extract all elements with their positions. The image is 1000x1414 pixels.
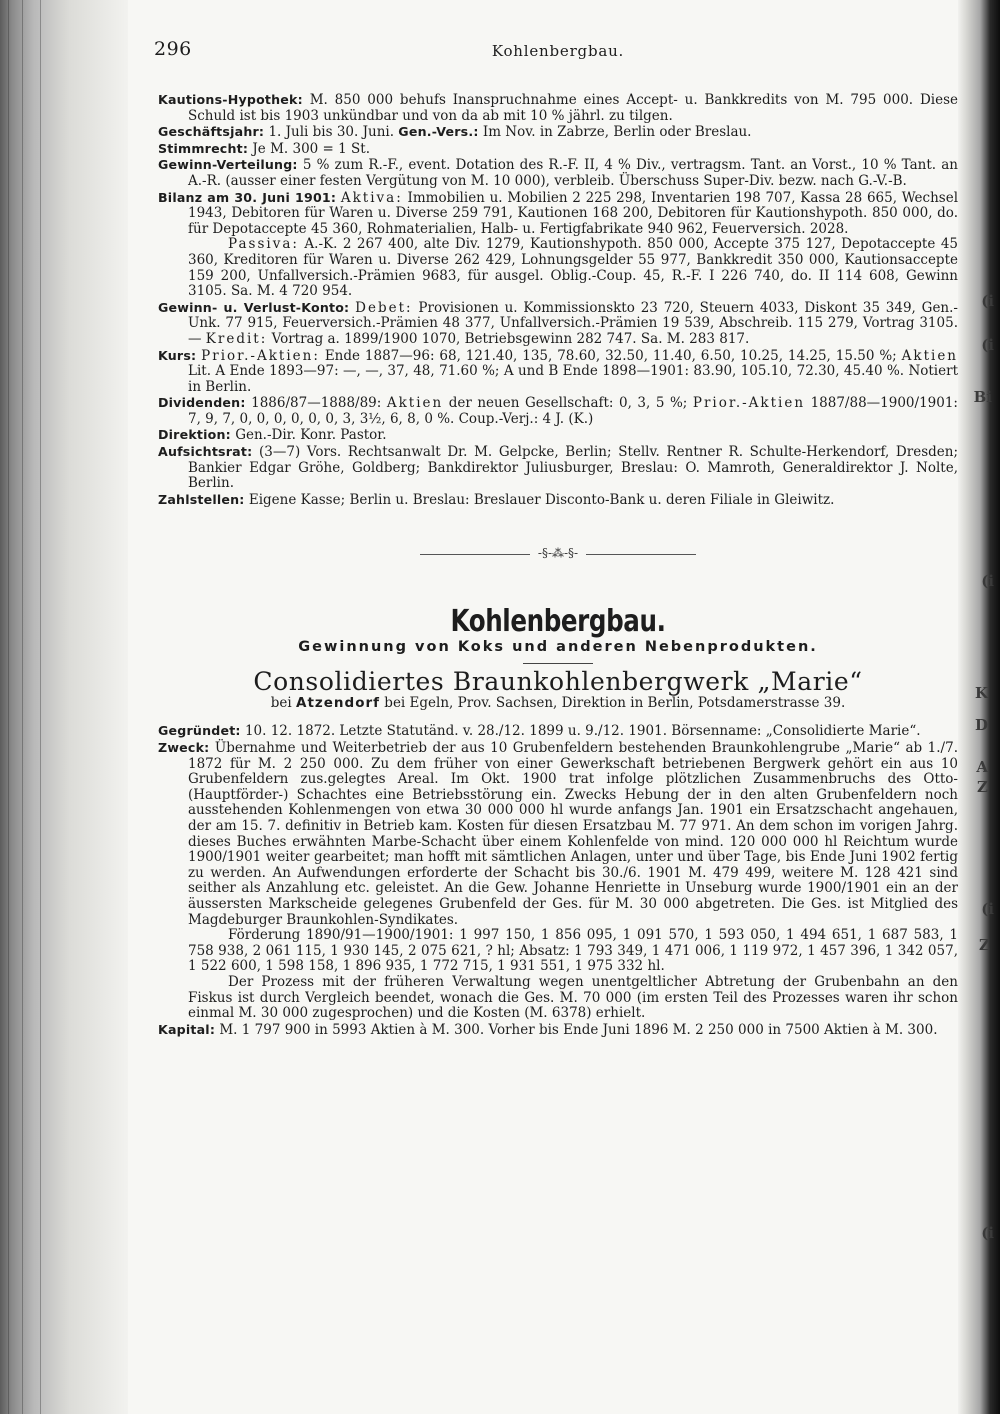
location-prefix: bei <box>270 694 292 711</box>
entry-label: Gen.-Vers.: <box>398 124 479 140</box>
foerderung-paragraph <box>158 928 958 975</box>
aktiva-word: Aktiva: <box>340 189 403 206</box>
section-subtitle: Gewinnung von Koks und anderen Nebenprodukten. <box>298 638 818 655</box>
entry-label: Zweck: <box>158 740 210 755</box>
stimmrecht-entry <box>158 141 958 158</box>
entry-text: 10. 12. 1872. Letzte Statutänd. v. 28./12. 1899 u. 9./12. 1901. Börsenname: „Consolidierte Marie“. <box>244 723 921 740</box>
entry-label: Bilanz am 30. Juni 1901: <box>158 189 337 205</box>
entry-label: Gewinn-Verteilung: <box>158 157 298 173</box>
bleed-letter: D <box>974 716 988 734</box>
entry-text: Übernahme und Weiterbetrieb der aus 10 Grubenfeldern bestehenden Braunkohlengrube „Marie“ ab 1./7. 1872 für M. 2 250 000. Zu dem früher von einer Gewerkschaft betriebenen Bergwerk gehört ein aus 10 Grubenfeldern zus.gelegtes Areal. Im Okt. 1900 trat infolge plötzlichen Zusammenbruchs des Otto- (Hauptförder-) Schachtes eine Betriebsstörung ein. Zwecks Hebung der in den alten Grubenfeldern noch ausstehenden Kohlenmengen von etwa 30 000 000 hl wurde anfangs Jan. 1901 ein Ersatzschacht angehauen, der am 15. 7. definitiv in Betrieb kam. Kosten für diesen Ersatzbau M. 77 971. An dem schon im vorigen Jahrg. dieses Buches erwähnten Marbe-Schacht über einem Kohlenfelde von mind. 120 000 000 hl Reichtum wurde 1900/1901 weiter gearbeitet; man hofft mit sämtlichen Anlagen, unter und über Tage, bis Ende Juni 1902 fertig zu werden. An Aufwendungen erforderte der Schacht bis 30./6. 1901 M. 479 499, weitere M. 128 421 sind seither als Anzahlung etc. geleistet. An die Gew. Johanne Henriette in Unseburg wurde 1900/1901 ein an der äussersten Markscheide gelegenes Grubenfeld der Ges. für M. 30 000 abgetreten. Die Ges. ist Mitglied des Magdeburger Braunkohlen-Syndikates. <box>188 740 958 928</box>
divider-rule <box>420 554 530 555</box>
entry-label: Geschäftsjahr: <box>158 124 265 140</box>
dividenden-entry <box>158 395 958 427</box>
section-title: Kohlenbergbau. <box>450 604 666 640</box>
short-divider <box>523 663 593 664</box>
section-divider-ornament <box>158 546 958 562</box>
bleed-letter: Z <box>979 936 990 954</box>
page-binding-shadow <box>0 0 128 1414</box>
gewinn-verlust-entry: Gewinn- u. Verlust-Konto: Debet: Provisionen u. Kommissionskto 23 720, Steuern 4033, Diskont 35 349, Gen.-Unk. 77 915, Feuerversich.-Prämien 48 377, Unfallversich.-Prämien 19 539, Abschreib. 115 279, Vortrag 3105. — Kredit: Vortrag a. 1899/1900 1070, Betriebsgewinn 282 747. Sa. M. 283 817. <box>158 299 958 347</box>
prior-aktien-word: Prior.-Aktien: <box>201 347 320 364</box>
direktion-entry <box>158 427 958 444</box>
location-detail: bei Egeln, Prov. Sachsen, Direktion in Berlin, Potsdamerstrasse 39. <box>384 694 846 711</box>
prozess-paragraph <box>158 975 958 1022</box>
entry-text: 1886/87—1888/89: <box>251 395 382 412</box>
prior-aktien-word: Prior.-Aktien <box>692 395 806 412</box>
entry-text: Je M. 300 = 1 St. <box>252 140 370 157</box>
company-name: Consolidiertes Braunkohlenbergwerk „Marie“ <box>253 667 863 697</box>
divider-rule <box>586 554 696 555</box>
entry-label: Gegründet: <box>158 723 241 739</box>
entry-label: Kautions-Hypothek: <box>158 92 303 107</box>
entry-text: 1. Juli bis 30. Juni. <box>268 124 394 141</box>
entry-text: Der Prozess mit der früheren Verwaltung wegen unentgeltlicher Abtretung der Grubenbahn an den Fiskus ist durch Vergleich beendet, wonach die Ges. M. 70 000 (im ersten Teil des Prozesses waren ihr schon einmal M. 30 000 zugesprochen) und die Kosten (M. 6378) erhielt. <box>188 973 958 1022</box>
location-place: Atzendorf <box>296 694 380 711</box>
zweck-entry <box>158 740 958 928</box>
entry-label: Zahlstellen: <box>158 491 245 507</box>
gewinn-verteilung-entry <box>158 157 958 189</box>
bleed-letter: (i <box>981 336 994 354</box>
entry-label: Dividenden: <box>158 395 246 411</box>
entry-text: M. 850 000 behufs Inanspruchnahme eines Accept- u. Bankkredits von M. 795 000. Diese Schuld ist bis 1903 unkündbar und von da ab mit 10 % jährl. zu tilgen. <box>188 92 958 124</box>
entry-text: Eigene Kasse; Berlin u. Breslau: Breslauer Disconto-Bank u. deren Filiale in Gleiwitz. <box>248 491 835 508</box>
passiva-word: Passiva: <box>228 236 299 253</box>
bleed-letter: (i <box>981 900 994 918</box>
bleed-letter: K <box>974 684 988 702</box>
entry-text: Provisionen u. Kommissionskto 23 720, Steuern 4033, Diskont 35 349, Gen.-Unk. 77 915, Feuerversich.-Prämien 48 377, Unfallversich.-Prämien 19 539, Abschreib. 115 279, Vortrag 3105. <box>188 299 958 332</box>
aufsichtsrat-entry <box>158 444 958 492</box>
ornament-glyphs: -§-⁂-§- <box>537 546 579 561</box>
geschaeftsjahr-entry <box>158 124 958 141</box>
bleed-letter: Z <box>977 778 988 796</box>
gegruendet-entry <box>158 723 958 740</box>
entry-text: Vortrag a. 1899/1900 1070, Betriebsgewinn 282 747. Sa. M. 283 817. <box>271 330 750 347</box>
kapital-entry <box>158 1022 958 1039</box>
entry-text: Lit. A Ende 1893—97: —, —, 37, 48, 71.60 %; A und B Ende 1898—1901: 83.90, 105.10, 72.30, 45.40 %. Notiert in Berlin. <box>188 363 958 395</box>
entry-text: (3—7) Vors. Rechtsanwalt Dr. M. Gelpcke, Berlin; Stellv. Rentner R. Schulte-Herkendorf, Dresden; Bankier Edgar Gröhe, Goldberg; Bankdirektor Juliusburger, Breslau: O. Mamroth, Generaldirektor J. Nolte, Berlin. <box>188 444 958 492</box>
entry-label: Kurs: <box>158 347 197 363</box>
facing-page-edge <box>958 0 1000 1414</box>
kautions-hypothek-entry <box>158 92 958 124</box>
entry-label: Aufsichtsrat: <box>158 444 253 460</box>
bilanz-passiva <box>158 237 958 299</box>
debet-word: Debet: <box>355 299 413 316</box>
bleed-letter: A <box>976 758 988 776</box>
company-location <box>158 696 958 712</box>
bleed-letter: (i <box>981 292 994 310</box>
entry-text: Im Nov. in Zabrze, Berlin oder Breslau. <box>482 124 752 141</box>
entry-text: 5 % zum R.-F., event. Dotation des R.-F. II, 4 % Div., vertragsm. Tant. an Vorst., 10 % Tant. an A.-R. (ausser einer festen Vergütung von M. 10 000), verbleib. Überschuss Super-Div. bezw. nach G.-V.-B. <box>188 157 958 189</box>
entry-label: Kapital: <box>158 1021 216 1037</box>
entry-text: der neuen Gesellschaft: 0, 3, 5 %; <box>448 395 688 412</box>
page-number: 296 <box>154 38 192 60</box>
bleed-letter: (i <box>981 1224 994 1242</box>
page-content <box>154 38 959 1038</box>
entry-label: Gewinn- u. Verlust-Konto: <box>158 299 350 315</box>
aktien-word: Aktien <box>386 395 444 412</box>
entry-label: Direktion: <box>158 427 231 443</box>
zahlstellen-entry <box>158 492 958 509</box>
entry-text: Immobilien u. Mobilien 2 225 298, Inventarien 198 707, Kassa 28 665, Wechsel 1943, Debitoren für Waren u. Diverse 259 791, Kautionen 168 200, Debitoren für Kautionshypoth. 850 000, do. für Depotaccepte 45 360, Rohmaterialien, Halb- u. Fertigfabrikate 940 962, Feuerversich. 2028. <box>188 189 959 237</box>
entry-text: M. 1 797 900 in 5993 Aktien à M. 300. Vorher bis Ende Juni 1896 M. 2 250 000 in 7500 Aktien à M. 300. <box>219 1021 938 1038</box>
running-head <box>154 38 958 70</box>
entry-text: 1887/88—1900/1901: 7, 9, 7, 0, 0, 0, 0, 0, 0, 3, 3½, 6, 8, 0 %. Coup.-Verj.: 4 J. (K.) <box>188 395 958 427</box>
entry-text: Förderung 1890/91—1900/1901: 1 997 150, 1 856 095, 1 091 570, 1 593 050, 1 494 651, 1 687 583, 1 758 938, 2 061 115, 1 930 145, 2 075 621, ? hl; Absatz: 1 793 349, 1 471 006, 1 119 972, 1 457 396, 1 342 057, 1 522 600, 1 598 158, 1 896 935, 1 772 715, 1 931 551, 1 975 332 hl. <box>188 927 958 975</box>
aktien-word: Aktien <box>901 347 958 364</box>
entry-text: A.-K. 2 267 400, alte Div. 1279, Kautionshypoth. 850 000, Accepte 375 127, Depotaccepte 45 360, Kreditoren für Waren u. Diverse 262 429, Lohnungsgelder 55 977, Bankkredit 350 000, Kautionsaccepte 159 200, Unfallversich.-Prämien 9683, für ausgel. Oblig.-Coup. 45, R.-F. I 226 740, do. II 114 608, Gewinn 3105. Sa. M. 4 720 954. <box>188 236 958 300</box>
bleed-letter: Bi <box>973 388 992 406</box>
entry-label: Stimmrecht: <box>158 140 249 156</box>
entry-text: Gen.-Dir. Konr. Pastor. <box>235 427 387 444</box>
kredit-word: Kredit: <box>205 330 268 347</box>
entry-text: Ende 1887—96: 68, 121.40, 135, 78.60, 32.50, 11.40, 6.50, 10.25, 14.25, 15.50 %; <box>324 347 897 364</box>
running-title: Kohlenbergbau. <box>491 42 625 60</box>
bilanz-entry <box>158 190 958 238</box>
kurs-entry <box>158 348 958 396</box>
bleed-letter: (i <box>981 572 994 590</box>
